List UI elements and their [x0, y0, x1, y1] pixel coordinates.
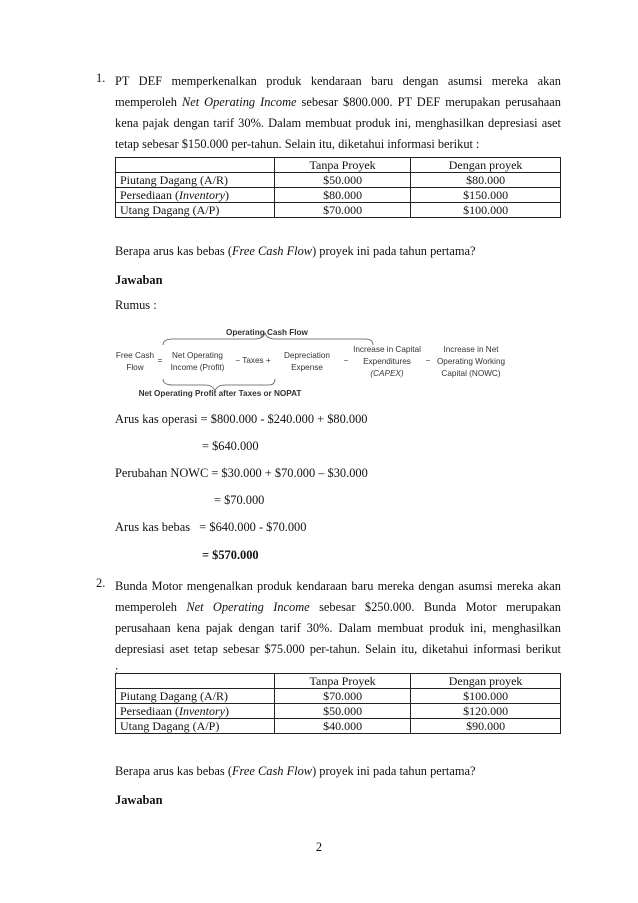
formula-minus-2: − — [425, 356, 431, 365]
calc-ops-line: Arus kas operasi = $800.000 - $240.000 + $80.000 — [115, 412, 368, 426]
table-header-cell — [116, 674, 275, 689]
formula-nowc-1: Increase in Net — [443, 345, 499, 354]
table-cell: Persediaan (Inventory) — [116, 188, 275, 203]
table-cell: Piutang Dagang (A/R) — [116, 689, 275, 704]
intro-line: perusahaan kena pajak dengan tarif 30%. Dalam membuat produk ini, menghasilkan — [115, 621, 561, 635]
question-1-number: 1. — [96, 71, 106, 85]
table-header-cell: Dengan proyek — [411, 674, 561, 689]
table-row — [116, 188, 561, 203]
formula-minus-1: − — [343, 356, 349, 365]
table-cell: $80.000 — [411, 173, 561, 188]
intro-line: kena pajak dengan tarif 30%. Dalam membuat produk ini, menghasilkan depresiasi aset — [115, 116, 561, 130]
table-row — [116, 173, 561, 188]
table-cell: Utang Dagang (A/P) — [116, 719, 275, 734]
table-header-row — [116, 674, 561, 689]
table-cell: $50.000 — [275, 173, 411, 188]
table-cell: $70.000 — [275, 203, 411, 218]
table-cell: $100.000 — [411, 689, 561, 704]
calc-ops-result: = $640.000 — [202, 439, 259, 453]
formula-ocf-label: Operating Cash Flow — [226, 328, 308, 337]
table-row — [116, 203, 561, 218]
intro-line: : — [115, 663, 119, 677]
fcf-formula-figure — [115, 325, 506, 400]
rumus-label: Rumus : — [115, 298, 157, 312]
question-1-question: Berapa arus kas bebas (Free Cash Flow) proyek ini pada tahun pertama? — [115, 244, 476, 258]
formula-capex-1: Increase in Capital — [353, 345, 421, 354]
formula-capex-3: (CAPEX) — [370, 369, 404, 378]
formula-equals: = — [157, 356, 163, 365]
formula-fcf-1: Free Cash — [115, 351, 155, 360]
question-1-table — [115, 157, 561, 218]
table-cell: $100.000 — [411, 203, 561, 218]
question-2-number: 2. — [96, 576, 106, 590]
table-cell: $150.000 — [411, 188, 561, 203]
table-cell: $80.000 — [275, 188, 411, 203]
question-1-intro — [115, 71, 561, 155]
calc-nowc-line: Perubahan NOWC = $30.000 + $70.000 – $30.000 — [115, 466, 368, 480]
table-row — [116, 704, 561, 719]
table-cell: Persediaan (Inventory) — [116, 704, 275, 719]
table-row — [116, 719, 561, 734]
formula-minus-taxes: − Taxes + — [235, 356, 271, 365]
formula-nopat-label: Net Operating Profit after Taxes or NOPAT — [138, 389, 302, 398]
intro-line: depresiasi aset tetap sebesar $75.000 per-tahun. Selain itu, diketahui informasi berikut — [115, 642, 561, 656]
table-header-row — [116, 158, 561, 173]
table-row — [116, 689, 561, 704]
table-cell: $40.000 — [275, 719, 411, 734]
question-2-intro — [115, 576, 561, 681]
table-cell: Piutang Dagang (A/R) — [116, 173, 275, 188]
formula-noi-2: Income (Profit) — [170, 363, 225, 372]
table-header-cell: Dengan proyek — [411, 158, 561, 173]
table-cell: $90.000 — [411, 719, 561, 734]
question-2-question: Berapa arus kas bebas (Free Cash Flow) proyek ini pada tahun pertama? — [115, 764, 476, 778]
formula-nowc-3: Capital (NOWC) — [441, 369, 501, 378]
intro-line: tetap sebesar $150.000 per-tahun. Selain itu, diketahui informasi berikut : — [115, 137, 480, 151]
table-cell: $120.000 — [411, 704, 561, 719]
table-header-cell: Tanpa Proyek — [275, 158, 411, 173]
table-cell: Utang Dagang (A/P) — [116, 203, 275, 218]
formula-dep-2: Expense — [291, 363, 323, 372]
formula-noi-1: Net Operating — [172, 351, 223, 360]
formula-fcf-2: Flow — [126, 363, 144, 372]
calc-nowc-result: = $70.000 — [214, 493, 265, 507]
question-2-answer-label: Jawaban — [115, 793, 163, 807]
table-header-cell: Tanpa Proyek — [275, 674, 411, 689]
table-cell: $50.000 — [275, 704, 411, 719]
table-cell: $70.000 — [275, 689, 411, 704]
calc-fcf-line: Arus kas bebas = $640.000 - $70.000 — [115, 520, 307, 534]
calc-fcf-result: = $570.000 — [202, 548, 259, 562]
question-1-answer-label: Jawaban — [115, 273, 163, 287]
intro-line: Bunda Motor mengenalkan produk kendaraan baru mereka dengan asumsi mereka akan — [115, 579, 561, 593]
formula-nowc-2: Operating Working — [436, 357, 506, 366]
intro-line: memperoleh Net Operating Income sebesar $800.000. PT DEF merupakan perusahaan — [115, 95, 561, 109]
question-2-table — [115, 673, 561, 734]
formula-capex-2: Expenditures — [363, 357, 411, 366]
formula-dep-1: Depreciation — [284, 351, 330, 360]
intro-line: PT DEF memperkenalkan produk kendaraan baru dengan asumsi mereka akan — [115, 74, 561, 88]
page-number: 2 — [315, 840, 323, 854]
table-header-cell — [116, 158, 275, 173]
intro-line: memperoleh Net Operating Income sebesar $250.000. Bunda Motor merupakan — [115, 600, 561, 614]
